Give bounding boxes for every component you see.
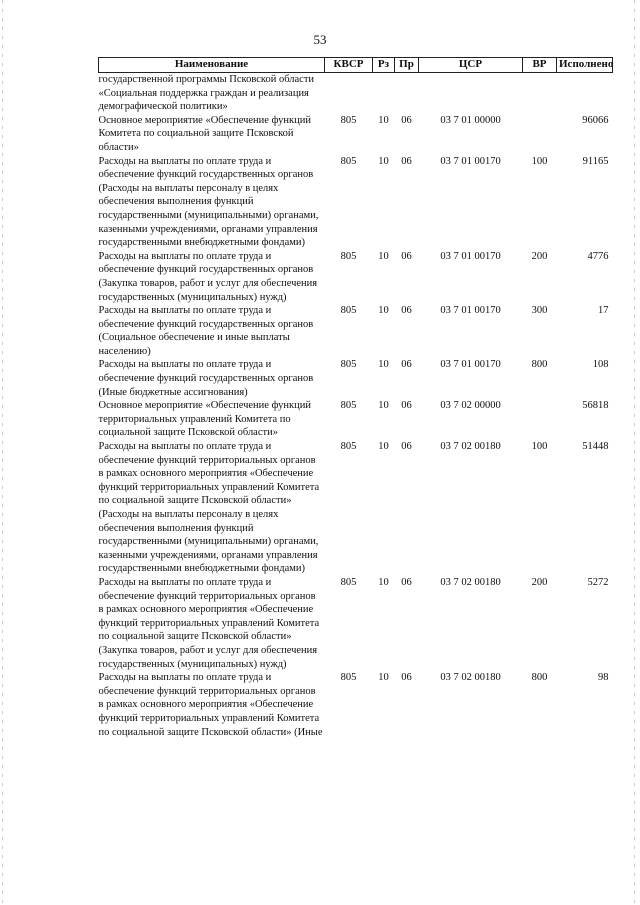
row-pr: 06	[401, 400, 412, 412]
header-executed: Исполнено	[557, 58, 613, 73]
row-rz: 10	[378, 250, 389, 262]
row-csr	[419, 73, 523, 114]
row-csr: 03 7 01 00000	[440, 114, 501, 126]
row-pr: 06	[401, 576, 412, 588]
row-vr	[523, 114, 557, 155]
header-rz: Рз	[373, 58, 395, 73]
row-csr: 03 7 02 00180	[440, 441, 501, 453]
table-row	[99, 304, 613, 358]
table-row	[99, 440, 613, 576]
row-rz: 10	[378, 672, 389, 684]
row-executed: 91165	[582, 155, 609, 167]
row-kvsr: 805	[340, 250, 357, 262]
row-kvsr: 805	[340, 305, 357, 317]
table-row	[99, 155, 613, 250]
budget-execution-table	[98, 57, 613, 739]
table-header	[99, 58, 613, 73]
row-executed: 98	[598, 672, 609, 684]
row-vr: 100	[531, 441, 548, 453]
row-csr: 03 7 01 00170	[440, 250, 501, 262]
row-kvsr: 805	[340, 400, 357, 412]
row-pr: 06	[401, 250, 412, 262]
row-rz: 10	[378, 114, 389, 126]
row-executed: 4776	[587, 250, 609, 262]
row-kvsr: 805	[340, 155, 357, 167]
header-csr: ЦСР	[419, 58, 523, 73]
row-rz: 10	[378, 155, 389, 167]
header-vr: ВР	[523, 58, 557, 73]
row-kvsr	[325, 73, 373, 114]
row-kvsr: 805	[340, 576, 357, 588]
table-row	[99, 73, 613, 114]
row-executed	[557, 73, 613, 114]
row-csr: 03 7 02 00180	[440, 672, 501, 684]
row-kvsr: 805	[340, 441, 357, 453]
row-csr: 03 7 01 00170	[440, 359, 501, 371]
row-pr	[395, 73, 419, 114]
row-csr: 03 7 01 00170	[440, 305, 501, 317]
row-vr	[523, 399, 557, 440]
row-name: государственной программы Псковской области «Социальная поддержка граждан и реализация демографической политики»	[98, 74, 315, 113]
row-vr	[523, 73, 557, 114]
row-name: Расходы на выплаты по оплате труда и обеспечение функций государственных органов (Социальное обеспечение и иные выплаты населению)	[98, 305, 314, 357]
row-executed: 17	[598, 305, 609, 317]
row-executed: 96066	[582, 114, 609, 126]
table-body	[99, 73, 613, 740]
header-pr: Пр	[395, 58, 419, 73]
row-name: Расходы на выплаты по оплате труда и обеспечение функций государственных органов (Расходы на выплаты персоналу в целях обеспечения выполнения функций государственными (муниципальными) органами, казенными учреждениями, органами управления государственными внебюджетными фондами)	[98, 155, 319, 249]
row-name: Расходы на выплаты по оплате труда и обеспечение функций территориальных органов в рамках основного мероприятия «Обеспечение функций территориальных управлений Комитета по социальной защите Псковской области» (Иные	[98, 672, 323, 738]
header-row	[99, 58, 613, 73]
row-rz: 10	[378, 359, 389, 371]
page-number: 53	[313, 32, 327, 47]
row-pr: 06	[401, 672, 412, 684]
row-executed: 51448	[582, 441, 609, 453]
row-name: Расходы на выплаты по оплате труда и обеспечение функций территориальных органов в рамках основного мероприятия «Обеспечение функций территориальных управлений Комитета по социальной защите Псковской области» (Закупка товаров, работ и услуг для обеспечения государственных (муниципальных) нужд)	[98, 576, 320, 670]
row-rz: 10	[378, 576, 389, 588]
row-kvsr: 805	[340, 672, 357, 684]
table-row	[99, 250, 613, 304]
row-pr: 06	[401, 114, 412, 126]
row-vr: 300	[531, 305, 548, 317]
scan-edge-right	[634, 0, 635, 905]
row-rz: 10	[378, 305, 389, 317]
row-pr: 06	[401, 155, 412, 167]
table-row	[99, 671, 613, 739]
row-name: Расходы на выплаты по оплате труда и обеспечение функций государственных органов (Закупка товаров, работ и услуг для обеспечения государственных (муниципальных) нужд)	[98, 250, 318, 303]
row-vr: 200	[531, 576, 548, 588]
row-pr: 06	[401, 441, 412, 453]
row-csr: 03 7 02 00180	[440, 576, 501, 588]
table-row	[99, 358, 613, 399]
row-rz: 10	[378, 400, 389, 412]
header-name: Наименование	[99, 58, 325, 73]
table-row	[99, 399, 613, 440]
row-vr: 800	[531, 359, 548, 371]
row-pr: 06	[401, 359, 412, 371]
row-vr: 800	[531, 672, 548, 684]
row-name: Расходы на выплаты по оплате труда и обеспечение функций территориальных органов в рамках основного мероприятия «Обеспечение функций территориальных управлений Комитета по социальной защите Псковской области» (Расходы на выплаты персоналу в целях обеспечения выполнения функций государственными (муниципальными) органами, казенными учреждениями, органами управления государственными внебюджетными фондами)	[98, 441, 320, 575]
row-name: Расходы на выплаты по оплате труда и обеспечение функций государственных органов (Иные бюджетные ассигнования)	[98, 359, 314, 398]
row-rz	[373, 73, 395, 114]
row-vr: 100	[531, 155, 548, 167]
table-row	[99, 576, 613, 671]
row-csr: 03 7 01 00170	[440, 155, 501, 167]
row-rz: 10	[378, 441, 389, 453]
row-name: Основное мероприятие «Обеспечение функций Комитета по социальной защите Псковской области»	[98, 114, 311, 153]
row-kvsr: 805	[340, 114, 357, 126]
scan-edge-left	[2, 0, 3, 905]
row-executed: 56818	[582, 400, 609, 412]
table-row	[99, 114, 613, 155]
row-csr: 03 7 02 00000	[440, 400, 501, 412]
row-vr: 200	[531, 250, 548, 262]
header-kvsr: КВСР	[325, 58, 373, 73]
row-pr: 06	[401, 305, 412, 317]
row-kvsr: 805	[340, 359, 357, 371]
row-executed: 108	[592, 359, 609, 371]
row-name: Основное мероприятие «Обеспечение функций территориальных управлений Комитета по социальной защите Псковской области»	[98, 400, 311, 439]
row-executed: 5272	[587, 576, 609, 588]
